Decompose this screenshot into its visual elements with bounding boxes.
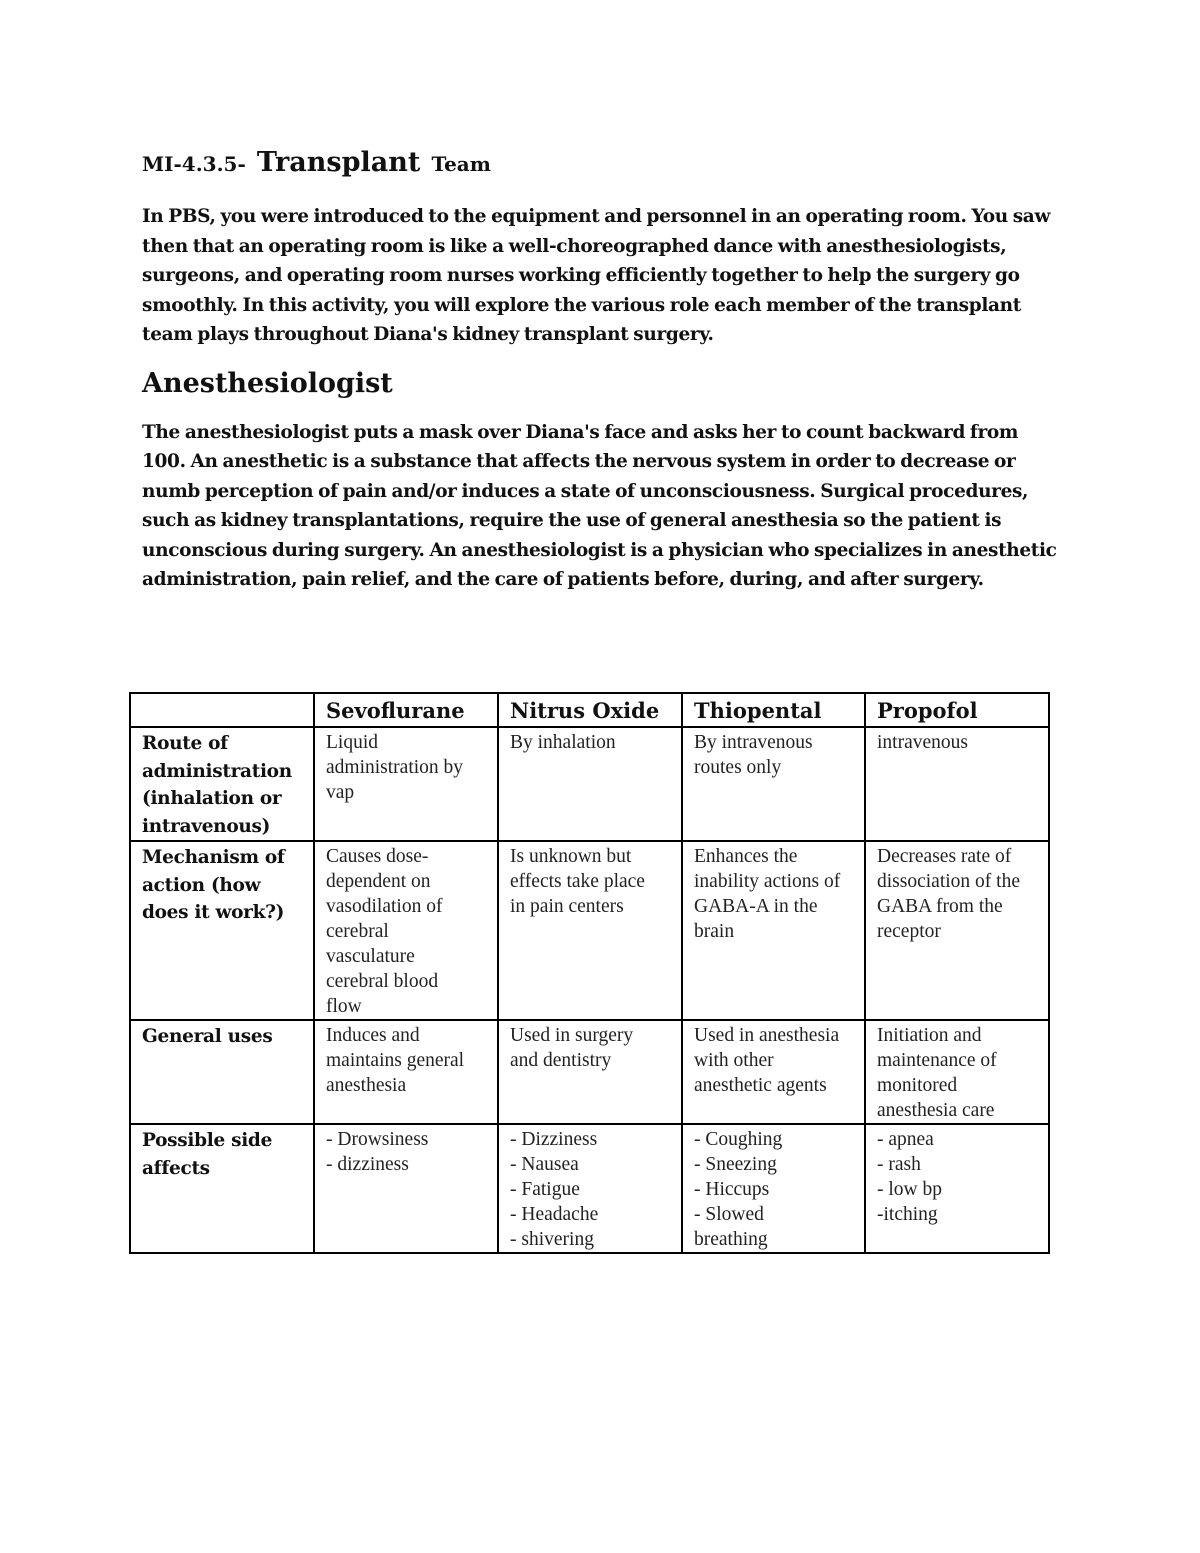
table-cell <box>498 841 682 1020</box>
table-cell <box>682 841 865 1020</box>
anesthesiologist-paragraph: The anesthesiologist puts a mask over Diana's face and asks her to count backward from 100. An anesthetic is a substance that affects the nervous system in order to decrease or numb perception of pain and/or induces a state of unconsciousness. Surgical procedures, such as kidney transplantations, require the use of general anesthesia so the patient is unconscious during surgery. An anesthesiologist is a physician who specializes in anesthetic administration, pain relief, and the care of patients before, during, and after surgery. <box>142 421 1057 590</box>
section-heading-anesthesiologist: Anesthesiologist <box>142 367 393 399</box>
table-cell <box>498 727 682 841</box>
header-sevoflurane: Sevoflurane <box>314 693 498 727</box>
cell-line: Used in surgery <box>510 1025 634 1046</box>
cell-line: dissociation of the <box>877 871 1020 892</box>
cell-line: - Fatigue <box>510 1179 580 1200</box>
row-label-general-uses: General uses <box>130 1020 314 1124</box>
cell-line: breathing <box>694 1229 768 1250</box>
cell-line: -itching <box>877 1204 938 1225</box>
cell-line: - Headache <box>510 1204 599 1225</box>
row-label-side-affects: Possible side affects <box>130 1124 314 1253</box>
cell-line: anesthesia <box>326 1075 407 1096</box>
cell-line: anesthetic agents <box>694 1075 827 1096</box>
header-thiopental: Thiopental <box>682 693 865 727</box>
cell-line: in pain centers <box>510 896 624 917</box>
cell-line: - low bp <box>877 1179 942 1200</box>
cell-line: monitored <box>877 1075 958 1096</box>
row-label-mechanism: Mechanism of action (how does it work?) <box>130 841 314 1020</box>
cell-line: inability actions of <box>694 871 841 892</box>
cell-line: - Nausea <box>510 1154 579 1175</box>
table-cell <box>314 1124 498 1253</box>
cell-line: - Sneezing <box>694 1154 777 1175</box>
cell-line: with other <box>694 1050 774 1071</box>
row-label-route: Route of administration (inhalation or intravenous) <box>130 727 314 841</box>
cell-line: Initiation and <box>877 1025 982 1046</box>
table-cell <box>314 1020 498 1124</box>
cell-line: Decreases rate of <box>877 846 1012 867</box>
cell-line: administration by <box>326 757 464 778</box>
cell-line: By intravenous <box>694 732 813 753</box>
cell-line: Used in anesthesia <box>694 1025 840 1046</box>
cell-line: vap <box>326 782 355 803</box>
cell-line: Liquid <box>326 732 378 753</box>
cell-line: maintenance of <box>877 1050 997 1071</box>
cell-line: - apnea <box>877 1129 934 1150</box>
table-cell <box>314 841 498 1020</box>
cell-line: Enhances the <box>694 846 798 867</box>
document-title <box>142 140 1062 184</box>
table-cell <box>498 1124 682 1253</box>
table-row <box>130 841 1049 1020</box>
table-cell <box>865 727 1049 841</box>
table-cell <box>865 1124 1049 1253</box>
cell-line: - Coughing <box>694 1129 783 1150</box>
table-row <box>130 1124 1049 1253</box>
cell-line: and dentistry <box>510 1050 612 1071</box>
anesthetics-table <box>129 692 1050 1254</box>
table-cell <box>314 727 498 841</box>
document-page <box>142 140 1062 595</box>
cell-line: Causes dose- <box>326 846 429 867</box>
table-cell <box>498 1020 682 1124</box>
cell-line: - Dizziness <box>510 1129 598 1150</box>
cell-line: dependent on <box>326 871 431 892</box>
cell-line: - Slowed <box>694 1204 764 1225</box>
cell-line: - Drowsiness <box>326 1129 429 1150</box>
table-cell <box>865 841 1049 1020</box>
cell-line: - shivering <box>510 1229 594 1250</box>
cell-line: effects take place <box>510 871 645 892</box>
intro-paragraph: In PBS, you were introduced to the equipment and personnel in an operating room. You saw then that an operating room is like a well-choreographed dance with anesthesiologists, surgeons, and operating room nurses working efficiently together to help the surgery go smoothly. In this activity, you will explore the various role each member of the transplant team plays throughout Diana's kidney transplant surgery. <box>142 206 1051 345</box>
cell-line: Is unknown but <box>510 846 632 867</box>
cell-line: vasodilation of <box>326 896 443 917</box>
table-row <box>130 1020 1049 1124</box>
header-empty <box>130 693 314 727</box>
cell-line: - rash <box>877 1154 921 1175</box>
header-nitrus-oxide: Nitrus Oxide <box>498 693 682 727</box>
cell-line: vasculature <box>326 946 415 967</box>
cell-line: intravenous <box>877 732 968 753</box>
cell-line: receptor <box>877 921 941 942</box>
title-team: Team <box>431 152 491 176</box>
table-cell <box>682 1124 865 1253</box>
table-row <box>130 727 1049 841</box>
header-propofol: Propofol <box>865 693 1049 727</box>
table-cell <box>682 727 865 841</box>
cell-line: GABA-A in the <box>694 896 818 917</box>
cell-line: cerebral <box>326 921 389 942</box>
table-header-row <box>130 693 1049 727</box>
cell-line: flow <box>326 996 362 1017</box>
cell-line: routes only <box>694 757 782 778</box>
cell-line: - Hiccups <box>694 1179 770 1200</box>
cell-line: GABA from the <box>877 896 1003 917</box>
table-cell <box>682 1020 865 1124</box>
cell-line: - dizziness <box>326 1154 409 1175</box>
title-main: Transplant <box>256 147 421 178</box>
cell-line: By inhalation <box>510 732 616 753</box>
cell-line: cerebral blood <box>326 971 439 992</box>
cell-line: anesthesia care <box>877 1100 995 1121</box>
table-cell <box>865 1020 1049 1124</box>
cell-line: Induces and <box>326 1025 420 1046</box>
cell-line: maintains general <box>326 1050 465 1071</box>
title-code: MI-4.3.5- <box>142 152 246 176</box>
cell-line: brain <box>694 921 735 942</box>
